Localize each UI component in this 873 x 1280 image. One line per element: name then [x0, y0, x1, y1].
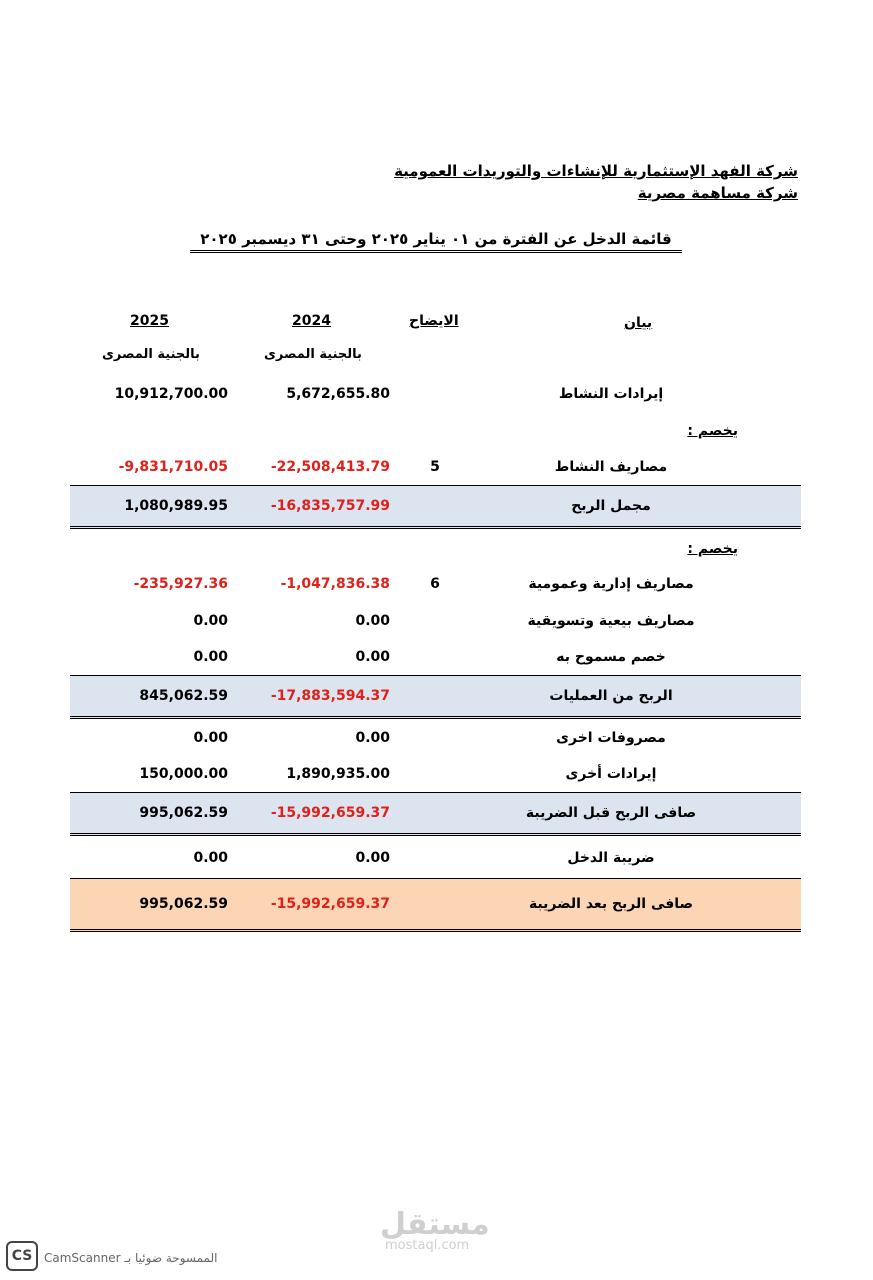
value-2024: -22,508,413.79 — [270, 459, 390, 475]
row-other-expenses — [70, 720, 801, 756]
value-2025: 10,912,700.00 — [114, 386, 228, 402]
row-label: صافى الربح قبل الضريبة — [525, 805, 697, 821]
value-2025: -9,831,710.05 — [118, 459, 228, 475]
value-2024: -16,835,757.99 — [270, 498, 390, 514]
column-header-statement: بيان — [624, 315, 653, 331]
less-label: يخصم : — [687, 423, 738, 439]
row-label: صافى الربح بعد الضريبة — [528, 896, 694, 912]
value-2024: -17,883,594.37 — [270, 688, 390, 704]
row-label: خصم مسموح به — [556, 649, 666, 665]
value-2024: 0.00 — [355, 850, 390, 866]
row-label: الربح من العمليات — [549, 688, 673, 704]
column-header-2025: 2025 — [130, 313, 169, 329]
row-label: مجمل الربح — [571, 498, 651, 514]
camscanner-label: الممسوحة ضوئيا بـ CamScanner — [44, 1251, 218, 1265]
company-name: شركة الفهد الإستثمارية للإنشاءات والتوريدات العمومية — [394, 162, 798, 180]
row-admin-expenses — [70, 566, 801, 602]
row-profit-after-tax — [70, 878, 801, 932]
value-2024: 5,672,655.80 — [286, 386, 390, 402]
value-2024: 0.00 — [355, 613, 390, 629]
row-operating-profit — [70, 675, 801, 719]
row-label: إيرادات النشاط — [558, 386, 664, 402]
note-ref: 6 — [430, 576, 440, 592]
row-label: مصروفات اخرى — [556, 730, 666, 746]
value-2025: 0.00 — [193, 730, 228, 746]
value-2025: 0.00 — [193, 850, 228, 866]
less-label: يخصم : — [687, 541, 738, 557]
value-2024: -15,992,659.37 — [270, 805, 390, 821]
column-header-2024: 2024 — [292, 313, 331, 329]
value-2025: 0.00 — [193, 649, 228, 665]
column-header-note: الايضاح — [409, 313, 459, 329]
row-activity-expenses — [70, 449, 801, 485]
statement-title: قائمة الدخل عن الفترة من ٠١ يناير ٢٠٢٥ وحتى ٣١ ديسمبر ٢٠٢٥ — [190, 230, 682, 253]
value-2024: -1,047,836.38 — [280, 576, 390, 592]
row-profit-before-tax — [70, 792, 801, 836]
value-2024: 0.00 — [355, 730, 390, 746]
currency-2024: بالجنية المصرى — [264, 347, 362, 362]
note-ref: 5 — [430, 459, 440, 475]
row-allowed-discount — [70, 639, 801, 675]
watermark-brand: مستقل — [380, 1207, 490, 1242]
row-income-tax — [70, 840, 801, 876]
value-2025: 150,000.00 — [139, 766, 228, 782]
currency-2025: بالجنية المصرى — [102, 347, 200, 362]
row-revenue — [70, 376, 801, 412]
value-2024: 0.00 — [355, 649, 390, 665]
row-other-revenue — [70, 756, 801, 792]
value-2025: 995,062.59 — [139, 805, 228, 821]
row-label: مصاريف النشاط — [554, 459, 668, 475]
row-gross-profit — [70, 485, 801, 529]
value-2025: -235,927.36 — [133, 576, 228, 592]
row-selling-expenses — [70, 603, 801, 639]
value-2025: 845,062.59 — [139, 688, 228, 704]
camscanner-logo-icon: CS — [6, 1241, 38, 1271]
value-2025: 1,080,989.95 — [124, 498, 228, 514]
value-2024: -15,992,659.37 — [270, 896, 390, 912]
row-label: مصاريف إدارية وعمومية — [528, 576, 694, 592]
watermark-domain: mostaql.com — [385, 1238, 470, 1253]
row-label: مصاريف بيعية وتسويقية — [527, 613, 695, 629]
row-label: إيرادات أخرى — [565, 766, 657, 782]
row-label: ضريبة الدخل — [567, 850, 655, 866]
company-type: شركة مساهمة مصرية — [637, 184, 798, 202]
value-2025: 0.00 — [193, 613, 228, 629]
value-2024: 1,890,935.00 — [286, 766, 390, 782]
value-2025: 995,062.59 — [139, 896, 228, 912]
